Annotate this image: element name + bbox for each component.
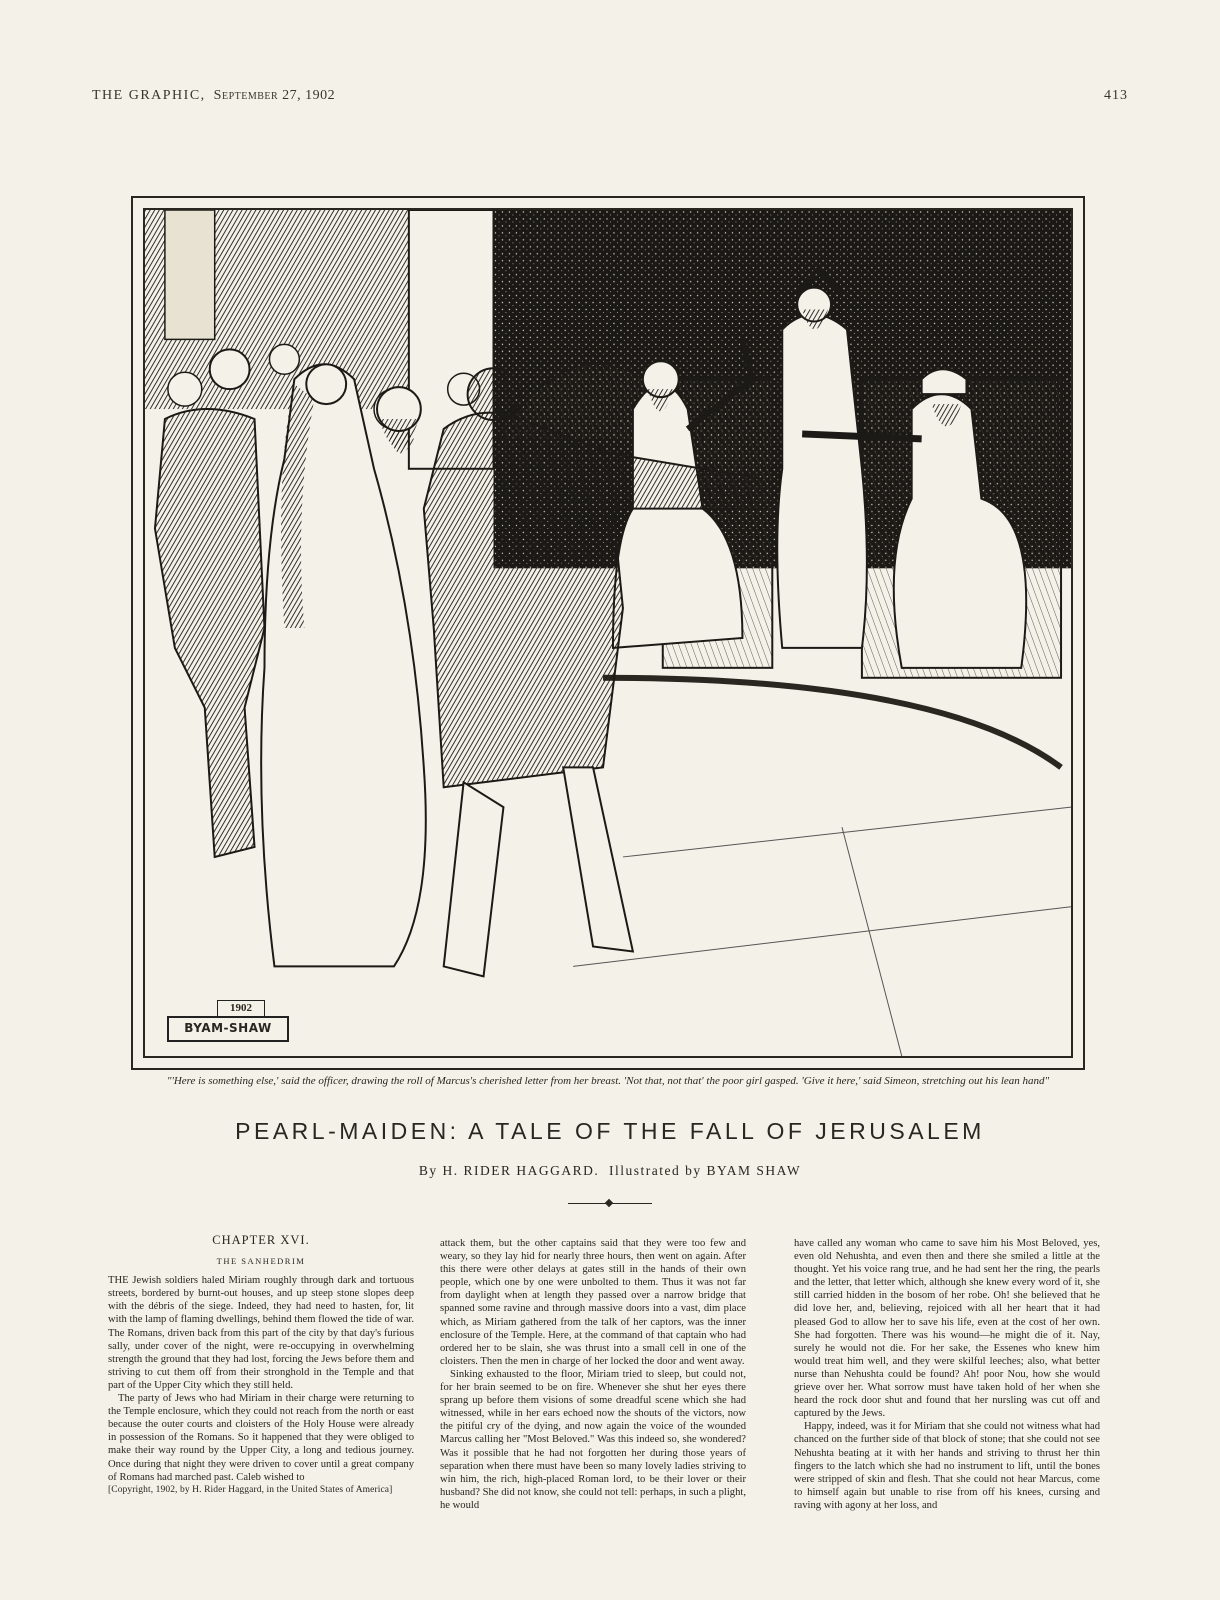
paragraph: THE Jewish soldiers haled Miriam roughly through dark and tortuous streets, bordered by burnt-out houses, and up steep stone slopes deep with the débris of the siege. Indeed, they had need to hasten, for, lit with the lamp of flaming dwellings, behind them flowed the tide of war. The Romans, driven back from this part of the city by that day's furious sally, under cover of the night, were re-occupying in overwhelming strength the ground that they had lost, forcing the Jews before them and striving to cut them off from their stronghold in the Temple and that part of the Upper City which they still held. bbox=[108, 1275, 414, 1391]
ornamental-rule bbox=[568, 1203, 652, 1204]
chapter-heading: CHAPTER XVI. bbox=[212, 1233, 310, 1247]
text-column-3 bbox=[794, 1237, 1100, 1512]
issue-date: September 27, 1902 bbox=[213, 88, 336, 103]
paragraph: The party of Jews who had Miriam in their charge were returning to the Temple enclosure, which they could not reach from the north or east because the outer courts and cloisters of the Holy House were already in possession of the Romans. So it happened that they were obliged to make their way round by the Upper City, a long and tedious journey. Once during that night they were driven to cover until a great company of Romans had marched past. Caleb wished to bbox=[108, 1393, 414, 1483]
publication-line bbox=[92, 88, 335, 104]
copyright-notice: [Copyright, 1902, by H. Rider Haggard, in the United States of America] bbox=[108, 1484, 393, 1495]
rule-diamond bbox=[605, 1199, 613, 1207]
text-column-2 bbox=[440, 1237, 746, 1512]
paragraph: have called any woman who came to save him his Most Beloved, yes, even old Nehushta, and even then and there she smiled a little at the thought. Yet his voice rang true, and he had sent her the ring, the pearls and the letter, that letter which, although she knew every word of it, she still carried hidden in the bosom of her robe. Oh! she believed that he did love her, and, believing, rejoiced with all her heart that it had pleased God to allow her to save his life, even at the cost of her own. She had forgotten. There was his wound—he might die of it. Nay, surely he would not die. For her sake, the Essenes who knew him would treat him well, and they were skilful leeches; also, what better nurse than Nehushta could be found? Ah! poor Nou, how she would grieve over her. What sorrow must have taken hold of her when she heard the rock door shut and found that her nursling was cut off and captured by the Jews. bbox=[794, 1238, 1100, 1420]
byline-illustrator: BYAM SHAW bbox=[706, 1163, 802, 1178]
byline-by: By bbox=[418, 1163, 438, 1178]
illustration-plate bbox=[131, 196, 1085, 1070]
engraving-illustration bbox=[145, 210, 1071, 1056]
publication-title: THE GRAPHIC, bbox=[92, 88, 206, 103]
illustration-frame bbox=[143, 208, 1073, 1058]
byline-illustrated: Illustrated by bbox=[609, 1163, 702, 1178]
paragraph: attack them, but the other captains said that they were too few and weary, so they lay hid for nearly three hours, then went on again. After this there were other delays at gates still in the hands of their own people, which one by one were unbolted to them. Thus it was not far from daylight when at length they passed over a narrow bridge that spanned some ravine and through massive doors into a vast, dim place which, as Miriam gathered from the talk of her captors, was the inner enclosure of the Temple. Here, at the command of that captain who had ordered her to be slain, she was thrust into a small cell in one of the cloisters. Then the men in charge of her locked the door and went away. bbox=[440, 1238, 746, 1367]
chapter-subtitle: THE SANHEDRIM bbox=[216, 1256, 306, 1267]
byline bbox=[0, 1163, 1220, 1179]
page-number: 413 bbox=[1104, 88, 1128, 103]
illustration-caption: "'Here is something else,' said the officer, drawing the roll of Marcus's cherished letter from her breast. 'Not that, not that' the poor girl gasped. 'Give it here,' said Simeon, stretching out his lean hand" bbox=[166, 1075, 1050, 1087]
story-title: PEARL-MAIDEN: A TALE OF THE FALL OF JERUSALEM bbox=[235, 1118, 985, 1144]
text-column-1 bbox=[108, 1234, 414, 1497]
running-head bbox=[92, 88, 1128, 108]
signature-year: 1902 bbox=[217, 1000, 265, 1018]
artist-signature bbox=[167, 1000, 285, 1042]
signature-name: BYAM-SHAW bbox=[167, 1016, 289, 1042]
byline-author: H. RIDER HAGGARD. bbox=[442, 1163, 600, 1178]
paragraph: Sinking exhausted to the floor, Miriam tried to sleep, but could not, for her brain seemed to be on fire. Whenever she shut her eyes there sprang up before them visions of some dreadful scene which she had witnessed, while in her ears echoed now the shouts of the victors, now the pitiful cry of the dying, and now again the voice of the wounded Marcus calling her "Most Beloved." Was this indeed so, she wondered? Was it possible that he had not forgotten her during those years of separation when there must have been so many lovely ladies striving to win him, the rich, high-placed Roman lord, to be their lover or their husband? She did not know, she could not tell: perhaps, in such a plight, he would bbox=[440, 1368, 746, 1511]
paragraph: Happy, indeed, was it for Miriam that she could not witness what had chanced on the further side of that block of stone; that she could not see Nehushta beating at it with her hands and striving to thrust her thin fingers to the latch which she had no instrument to lift, until the bones were stripped of skin and flesh. That she could not hear Marcus, come to himself again but unable to rise from off his knees, cursing and raving with agony at her loss, and bbox=[794, 1421, 1100, 1511]
